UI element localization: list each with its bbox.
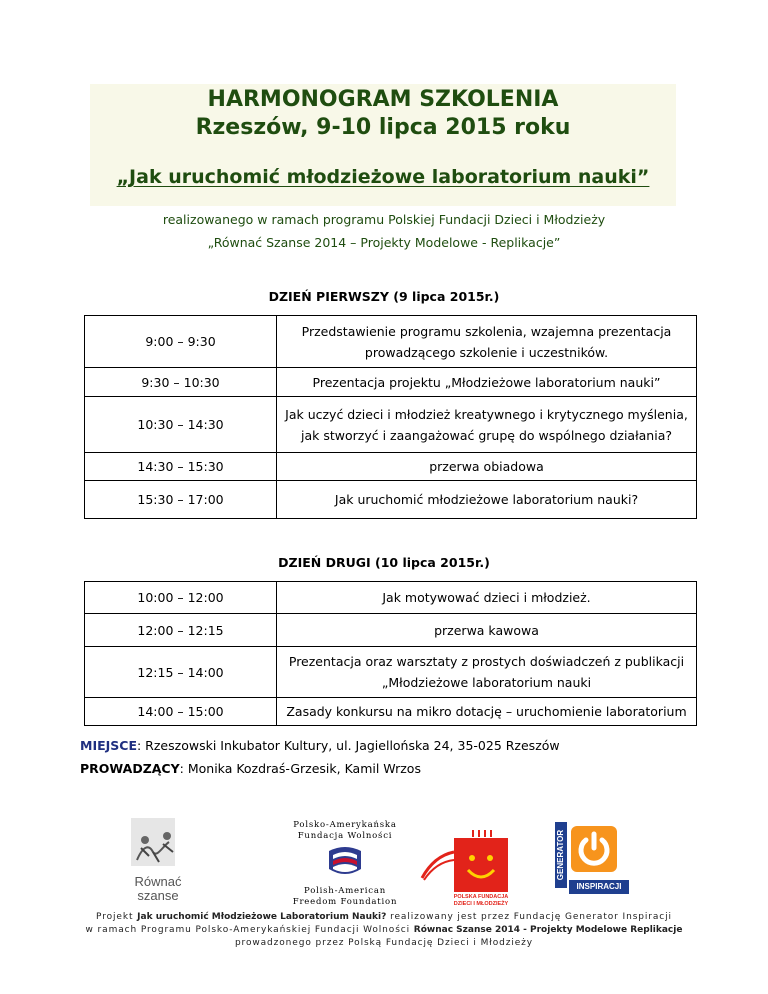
pfdm-logo — [420, 828, 520, 910]
rownac-line2: szanse — [137, 888, 179, 903]
day1-title: DZIEŃ PIERWSZY (9 lipca 2015r.) — [268, 289, 500, 304]
place-label: MIEJSCE — [80, 738, 137, 753]
footer-info — [80, 734, 560, 780]
rownac-szanse-logo — [118, 816, 198, 912]
pafw-en-line1: Polish-American — [304, 886, 386, 896]
activity-cell: przerwa kawowa — [277, 614, 697, 647]
pfdm-line1: POLSKA FUNDACJA — [453, 894, 509, 900]
credits-line1 — [0, 911, 768, 924]
day1-schedule-table — [84, 315, 697, 519]
table-row — [85, 368, 697, 397]
table-row — [85, 316, 697, 368]
activity-cell — [277, 316, 697, 368]
program-info-line2: „Równać Szanse 2014 – Projekty Modelowe - Replikacje” — [207, 235, 561, 250]
activity-cell: Prezentacja projektu „Młodzieżowe laboratorium nauki” — [277, 368, 697, 397]
credits-text: Projekt — [96, 912, 138, 922]
document-title: HARMONOGRAM SZKOLENIA — [207, 87, 559, 112]
credits-text: realizowany jest przez Fundację Generator Inspiracji — [386, 912, 672, 922]
activity-cell: przerwa obiadowa — [277, 453, 697, 481]
pfdm-text — [446, 894, 516, 908]
time-cell: 12:00 – 12:15 — [85, 614, 277, 647]
generator-vertical-text: GENERATOR — [556, 829, 565, 881]
pafw-logo — [280, 820, 410, 910]
partner-logos — [0, 810, 768, 920]
credits-project-name: Jak uruchomić Młodzieżowe Laboratorium Nauki? — [137, 912, 387, 922]
credits-line3: prowadzonego przez Polską Fundację Dzieci i Młodzieży — [234, 938, 534, 948]
lead-line — [80, 757, 560, 780]
pafw-en-line2: Freedom Foundation — [292, 897, 398, 907]
table-row — [85, 453, 697, 481]
credits-text: w ramach Programu Polsko-Amerykańskiej Fundacji Wolności — [85, 925, 414, 935]
rownac-szanse-figures-icon — [123, 816, 193, 870]
place-line — [80, 734, 560, 757]
table-row — [85, 481, 697, 519]
table-row — [85, 614, 697, 647]
rownac-line1: Równać — [134, 874, 182, 889]
lead-value: : Monika Kozdraś-Grzesik, Kamil Wrzos — [179, 761, 421, 776]
pfdm-ticks-icon — [454, 828, 508, 838]
time-cell: 12:15 – 14:00 — [85, 647, 277, 698]
time-cell: 10:30 – 14:30 — [85, 397, 277, 453]
time-cell: 10:00 – 12:00 — [85, 582, 277, 614]
activity-line: Prezentacja oraz warsztaty z prostych doświadczeń z publikacji — [288, 654, 685, 669]
pfdm-swoosh-icon — [420, 848, 456, 882]
table-row — [85, 647, 697, 698]
activity-cell — [277, 647, 697, 698]
activity-line: Przedstawienie programu szkolenia, wzajemna prezentacja — [301, 323, 672, 339]
activity-cell: Jak uruchomić młodzieżowe laboratorium nauki? — [277, 481, 697, 519]
activity-cell: Zasady konkursu na mikro dotację – uruchomienie laboratorium — [277, 698, 697, 726]
place-value: : Rzeszowski Inkubator Kultury, ul. Jagiellońska 24, 35-025 Rzeszów — [137, 738, 560, 753]
day2-title: DZIEŃ DRUGI (10 lipca 2015r.) — [278, 555, 490, 570]
time-cell: 14:30 – 15:30 — [85, 453, 277, 481]
pfdm-line2: DZIECI I MŁODZIEŻY — [453, 901, 509, 907]
time-cell: 15:30 – 17:00 — [85, 481, 277, 519]
credits-program-name: Równac Szanse 2014 - Projekty Modelowe Replikacje — [413, 925, 683, 935]
table-row — [85, 397, 697, 453]
training-subtitle: „Jak uruchomić młodzieżowe laboratorium nauki” — [116, 166, 650, 188]
generator-power-tile — [571, 826, 617, 872]
generator-vertical-bar — [555, 822, 567, 888]
time-cell: 9:00 – 9:30 — [85, 316, 277, 368]
time-cell: 14:00 – 15:00 — [85, 698, 277, 726]
lead-label: PROWADZĄCY — [80, 761, 180, 776]
pfdm-smile-icon — [454, 838, 508, 892]
activity-cell: Jak motywować dzieci i młodzież. — [277, 582, 697, 614]
time-cell: 9:30 – 10:30 — [85, 368, 277, 397]
pafw-pl-line1: Polsko-Amerykańska — [293, 820, 397, 830]
pafw-emblem-icon — [325, 845, 365, 879]
table-row — [85, 582, 697, 614]
pfdm-face-square — [454, 838, 508, 892]
activity-line: Jak uczyć dzieci i młodzież kreatywnego i krytycznego myślenia, — [285, 406, 688, 422]
activity-line: prowadzącego szkolenie i uczestników. — [364, 344, 609, 360]
document-date-location: Rzeszów, 9-10 lipca 2015 roku — [195, 115, 571, 140]
generator-inspiracji-logo — [555, 822, 635, 904]
activity-cell — [277, 397, 697, 453]
pafw-pl-line2: Fundacja Wolności — [297, 831, 393, 841]
header-box — [90, 84, 676, 206]
table-row — [85, 698, 697, 726]
project-credits — [0, 911, 768, 950]
credits-line2 — [0, 924, 768, 937]
power-icon — [571, 826, 617, 872]
program-info — [0, 208, 768, 254]
day2-schedule-table — [84, 581, 697, 726]
activity-line: „Młodzieżowe laboratorium nauki — [381, 675, 592, 690]
activity-line: jak stworzyć i zaangażować grupę do wspólnego działania? — [301, 427, 672, 443]
program-info-line1: realizowanego w ramach programu Polskiej Fundacji Dzieci i Młodzieży — [162, 212, 606, 227]
generator-bottom-text: INSPIRACJI — [569, 880, 629, 894]
